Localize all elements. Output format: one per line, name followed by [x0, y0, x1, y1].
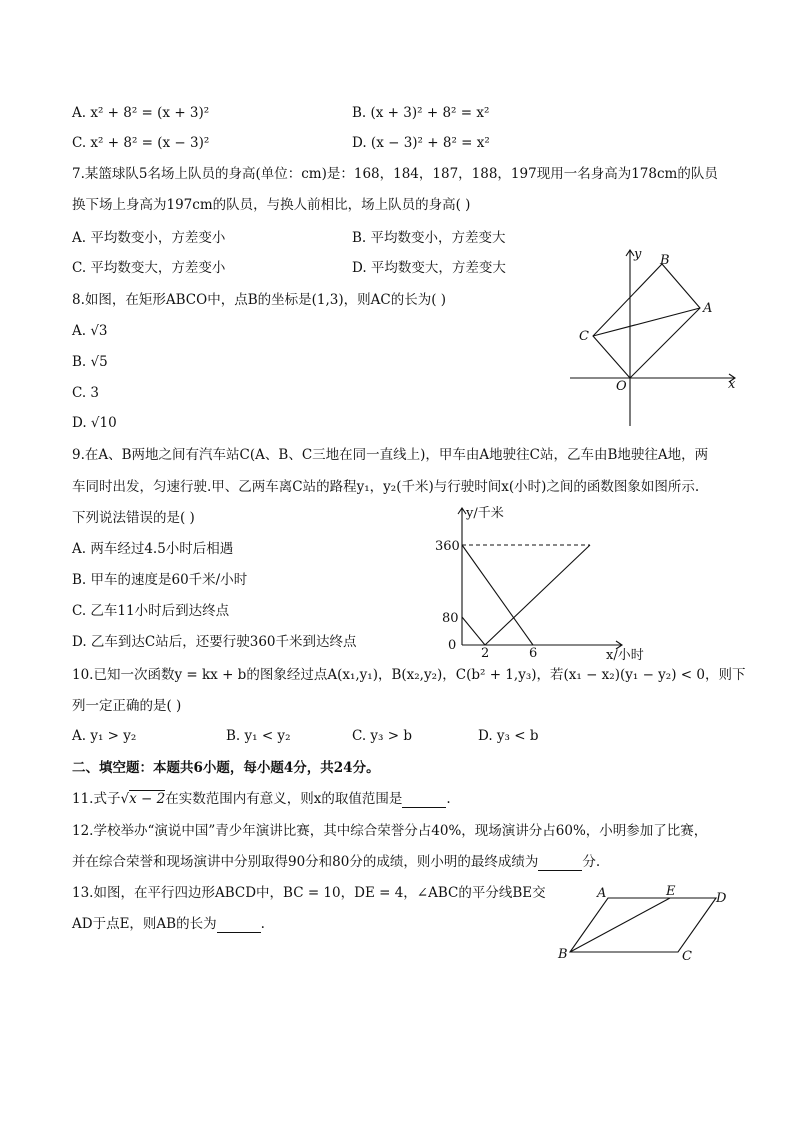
section-heading-fill-in: 二、填空题：本题共6小题，每小题4分，共24分。 [72, 760, 380, 776]
q6-option-d: D. (x − 3)² + 8² = x² [352, 135, 490, 151]
q7-option-d: D. 平均数变大，方差变大 [352, 260, 506, 276]
q9-stem-line1: 9.在A、B两地之间有汽车站C(A、B、C三地在同一直线上)，甲车由A地驶往C站，乙车由B地驶往A地，两 [72, 447, 709, 463]
q7-stem-line2: 换下场上身高为197cm的队员，与换人前相比，场上队员的身高( ) [72, 197, 471, 213]
q11-text-pre: 11.式子 [72, 791, 121, 807]
q8-rectangle-figure [560, 240, 750, 430]
q12-text-post: 分. [582, 854, 601, 870]
q13-parallelogram-figure [550, 880, 740, 970]
q6-option-c: C. x² + 8² = (x − 3)² [72, 135, 210, 151]
point-label-b: B [660, 253, 670, 268]
q9-stem-line2: 车同时出发，匀速行驶.甲、乙两车离C站的路程y₁，y₂(千米)与行驶时间x(小时)之间的函数图象如图所示. [72, 479, 700, 495]
q6-option-a: A. x² + 8² = (x + 3)² [72, 105, 210, 121]
q9-stem-line3: 下列说法错误的是( ) [72, 510, 195, 526]
q13-text-post: . [260, 916, 265, 932]
sqrt-radical-icon: √ [120, 791, 130, 807]
q10-option-a: A. y₁ > y₂ [72, 728, 137, 744]
q11-text-post: 在实数范围内有意义，则x的取值范围是 [165, 791, 403, 807]
vertex-label-d: D [716, 891, 727, 906]
tick-0: 0 [448, 638, 457, 653]
q12-text-pre: 并在综合荣誉和现场演讲中分别取得90分和80分的成绩，则小明的最终成绩为 [72, 854, 539, 870]
q7-option-c: C. 平均数变大，方差变小 [72, 260, 226, 276]
q8-option-d: D. √10 [72, 415, 117, 431]
q7-option-b: B. 平均数变小，方差变大 [352, 230, 506, 246]
q12-answer-blank[interactable] [538, 856, 582, 871]
q13-stem-line1: 13.如图，在平行四边形ABCD中，BC = 10，DE = 4，∠ABC的平分线BE交 [72, 885, 546, 901]
q8-option-b: B. √5 [72, 354, 108, 370]
q9-option-a: A. 两车经过4.5小时后相遇 [72, 541, 234, 557]
q9-option-d: D. 乙车到达C站后，还要行驶360千米到达终点 [72, 634, 357, 650]
q8-option-a: A. √3 [72, 323, 108, 339]
q11-radicand: x − 2 [129, 791, 166, 807]
y-axis-label: y [634, 247, 642, 262]
tick-360: 360 [435, 539, 460, 554]
tick-2: 2 [481, 646, 490, 661]
q10-stem-line1: 10.已知一次函数y = kx + b的图象经过点A(x₁,y₁)，B(x₂,y₂)，C(b² + 1,y₃)，若(x₁ − x₂)(y₁ − y₂) < 0，则下 [72, 667, 746, 683]
q9-option-b: B. 甲车的速度是60千米/小时 [72, 572, 248, 588]
q10-option-b: B. y₁ < y₂ [226, 728, 291, 744]
q12-stem-line1: 12.学校举办“演说中国”青少年演讲比赛，其中综合荣誉分占40%，现场演讲分占60%，小明参加了比赛， [72, 823, 708, 839]
q9-function-graph [430, 500, 660, 665]
q10-option-d: D. y₃ < b [478, 728, 539, 744]
q11-text-end: . [446, 791, 451, 807]
x-axis-label: x [728, 377, 736, 392]
tick-80: 80 [442, 611, 459, 626]
q8-option-c: C. 3 [72, 385, 100, 401]
vertex-label-a: A [597, 886, 607, 901]
graph-x-label: x/小时 [606, 648, 644, 663]
q10-option-c: C. y₃ > b [352, 728, 413, 744]
q13-stem-line2 [72, 915, 265, 933]
q11-stem [72, 790, 451, 808]
q7-stem-line1: 7.某篮球队5名场上队员的身高(单位：cm)是：168，184，187，188，197现用一名身高为178cm的队员 [72, 166, 718, 182]
point-label-o: O [616, 379, 627, 394]
q10-stem-line2: 列一定正确的是( ) [72, 698, 182, 714]
q8-stem: 8.如图，在矩形ABCO中，点B的坐标是(1,3)，则AC的长为( ) [72, 292, 447, 308]
q7-option-a: A. 平均数变小，方差变小 [72, 230, 226, 246]
tick-6: 6 [529, 646, 538, 661]
q9-option-c: C. 乙车11小时后到达终点 [72, 603, 230, 619]
vertex-label-c: C [682, 949, 692, 964]
point-label-e: E [666, 884, 676, 899]
q13-answer-blank[interactable] [217, 918, 261, 933]
q6-option-b: B. (x + 3)² + 8² = x² [352, 105, 490, 121]
q11-answer-blank[interactable] [402, 793, 446, 808]
point-label-c: C [579, 329, 589, 344]
vertex-label-b: B [558, 947, 568, 962]
q12-stem-line2 [72, 853, 600, 871]
point-label-a: A [703, 301, 713, 316]
q13-text-pre: AD于点E，则AB的长为 [72, 916, 217, 932]
graph-y-label: y/千米 [466, 506, 504, 521]
